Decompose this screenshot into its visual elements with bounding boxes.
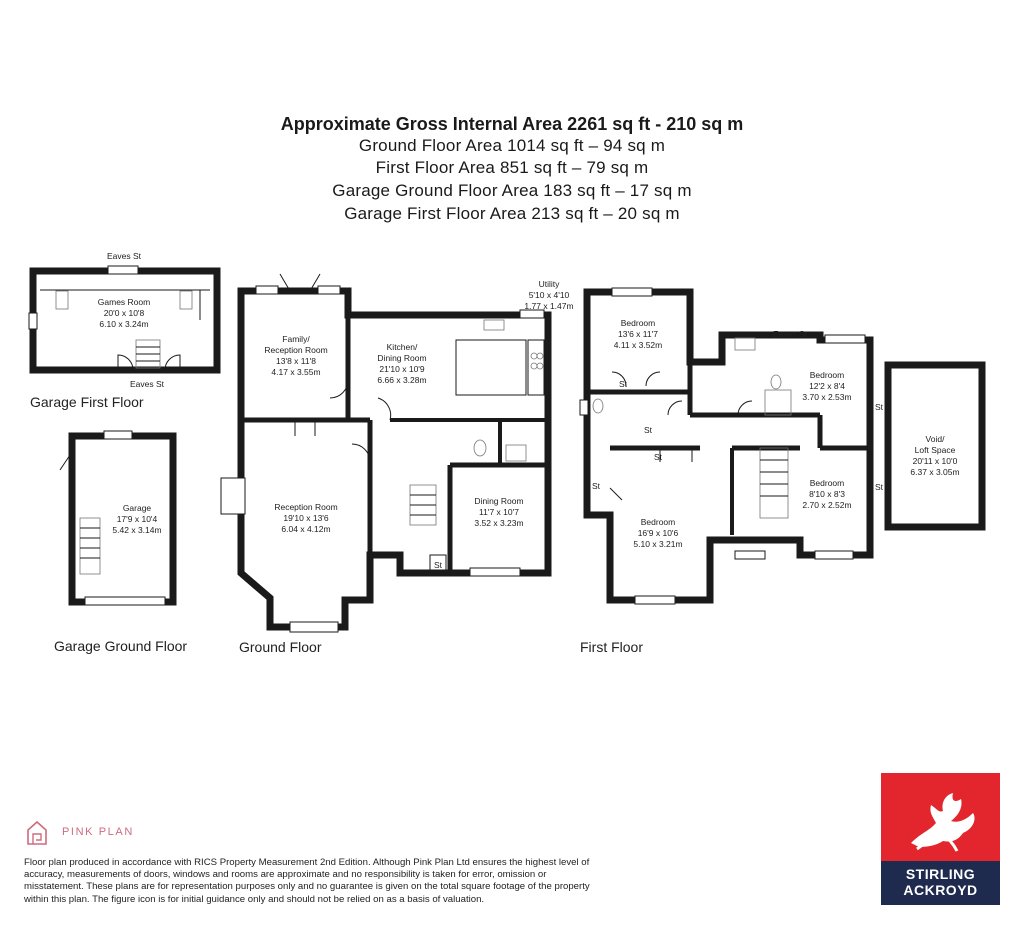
bedroom-2-metric: 5.10 x 3.21m [633, 539, 683, 549]
garage-first-floor-label: Garage First Floor [30, 394, 144, 410]
griffin-icon [881, 773, 1000, 861]
first-storage-label-6: St [874, 482, 884, 492]
garage-ground-floor-label: Garage Ground Floor [54, 638, 188, 654]
family-room-metric: 4.17 x 3.55m [271, 367, 321, 377]
void-imperial: 20'11 x 10'0 [912, 456, 958, 466]
garage-imperial: 17'9 x 10'4 [116, 514, 158, 524]
void-name-1: Void/ [925, 434, 945, 444]
ground-storage-label: St [433, 560, 443, 570]
bedroom-3-metric: 3.70 x 2.53m [802, 392, 852, 402]
reception-room-imperial: 19'10 x 13'6 [283, 513, 329, 523]
first-floor-plan [580, 288, 982, 655]
garage-first-floor-plan [29, 251, 217, 410]
garage-metric: 5.42 x 3.14m [112, 525, 162, 535]
pink-plan-name: PINK PLAN [62, 826, 134, 838]
bedroom-2-imperial: 16'9 x 10'6 [637, 528, 679, 538]
first-storage-label-3: St [653, 452, 663, 462]
bedroom-3-name: Bedroom [809, 370, 845, 380]
bedroom-1-metric: 4.11 x 3.52m [613, 340, 663, 350]
dining-room-metric: 3.52 x 3.23m [474, 518, 524, 528]
brand-navy-panel [881, 861, 1000, 905]
bedroom-4-name: Bedroom [809, 478, 845, 488]
bedroom-2-name: Bedroom [640, 517, 676, 527]
disclaimer-text: Floor plan produced in accordance with RICS Property Measurement 2nd Edition. Although Pink Plan Ltd ensures the highest level of accuracy, measurements of doors, windows and rooms are approximate and no responsibility is taken for error, omission or misstatement. These plans are for representation purposes only and no guarantee is given on the total square footage of the property within this plan. The figure icon is for initial guidance only and should not be relied on as a basis of valuation. [24, 857, 590, 905]
first-eaves-label: Eaves St [772, 329, 808, 339]
area-title: Approximate Gross Internal Area 2261 sq ft - 210 sq m [280, 114, 744, 134]
dining-room-imperial: 11'7 x 10'7 [479, 507, 519, 517]
stirling-ackroyd-logo [881, 773, 1000, 905]
garage-ground-floor-plan [54, 431, 187, 654]
garage-ground-area: Garage Ground Floor Area 183 sq ft – 17 sq m [332, 181, 692, 200]
games-room-metric: 6.10 x 3.24m [99, 319, 149, 329]
garage-name: Garage [122, 503, 152, 513]
utility-metric: 1.77 x 1.47m [524, 301, 574, 311]
agent-name-line-2: ACKROYD [903, 882, 978, 898]
garage-first-area: Garage First Floor Area 213 sq ft – 20 sq m [344, 204, 680, 223]
reception-room-name: Reception Room [274, 502, 338, 512]
bedroom-3-imperial: 12'2 x 8'4 [809, 381, 845, 391]
ground-floor-area: Ground Floor Area 1014 sq ft – 94 sq m [358, 136, 666, 155]
void-name-2: Loft Space [914, 445, 956, 455]
utility-name: Utility [538, 279, 560, 289]
bedroom-1-imperial: 13'6 x 11'7 [618, 329, 658, 339]
games-room-name: Games Room [97, 297, 151, 307]
first-floor-label: First Floor [580, 639, 643, 655]
first-storage-label-4: St [591, 481, 601, 491]
reception-room-metric: 6.04 x 4.12m [281, 524, 331, 534]
bedroom-4-metric: 2.70 x 2.52m [802, 500, 852, 510]
agent-name-line-1: STIRLING [905, 866, 976, 882]
kitchen-name-2: Dining Room [377, 353, 427, 363]
games-room-imperial: 20'0 x 10'8 [103, 308, 145, 318]
first-floor-area: First Floor Area 851 sq ft – 79 sq m [375, 158, 649, 177]
first-storage-label-5: St [874, 402, 884, 412]
family-room-name-2: Reception Room [264, 345, 328, 355]
dining-room-name: Dining Room [474, 496, 524, 506]
family-room-name-1: Family/ [282, 334, 310, 344]
ground-floor-plan [221, 274, 574, 655]
utility-imperial: 5'10 x 4'10 [528, 290, 570, 300]
kitchen-imperial: 21'10 x 10'9 [379, 364, 425, 374]
family-room-imperial: 13'8 x 11'8 [276, 356, 316, 366]
first-storage-label-2: St [643, 425, 653, 435]
ground-floor-label: Ground Floor [239, 639, 322, 655]
brand-red-panel [881, 773, 1000, 861]
eaves-storage-label-2: Eaves St [129, 379, 165, 389]
bedroom-1-name: Bedroom [620, 318, 656, 328]
void-metric: 6.37 x 3.05m [910, 467, 960, 477]
eaves-storage-label: Eaves St [106, 251, 142, 261]
kitchen-name-1: Kitchen/ [386, 342, 418, 352]
bedroom-4-imperial: 8'10 x 8'3 [809, 489, 845, 499]
first-storage-label-1: St [618, 379, 628, 389]
kitchen-metric: 6.66 x 3.28m [377, 375, 427, 385]
